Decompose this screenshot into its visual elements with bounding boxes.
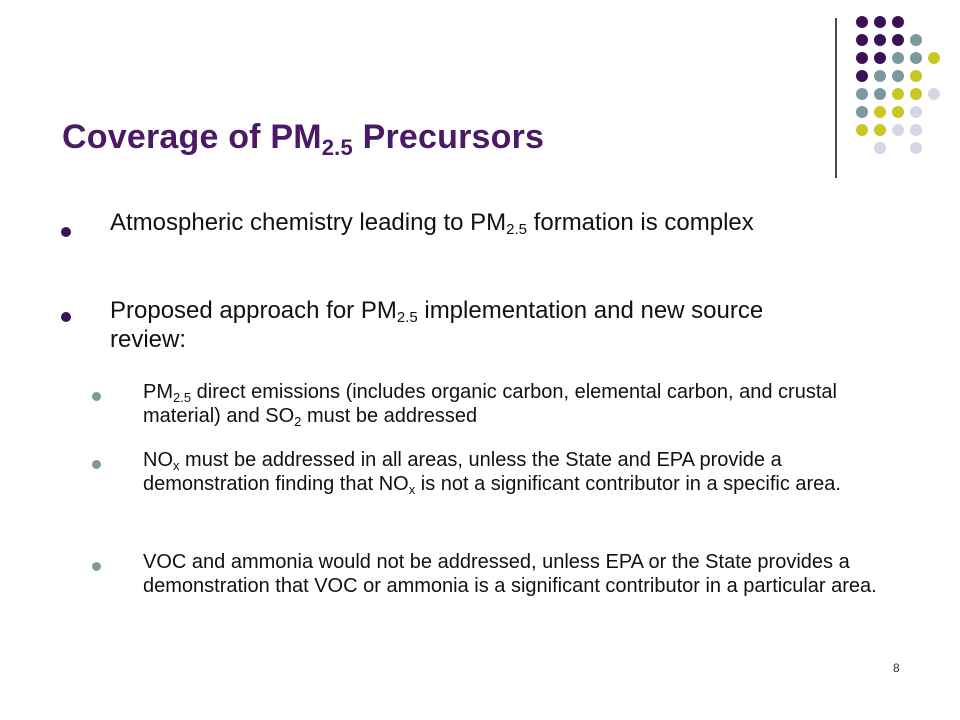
bullet-text-end: implementation and new source review: [110,297,764,353]
decorative-dot [910,142,922,154]
title-text: Coverage of PM [62,118,322,156]
sub-bullet-dot [92,562,101,571]
sub-bullet-subscript: x [173,458,180,473]
sub-bullet-voc-ammonia: VOC and ammonia would not be addressed, unless EPA or the State provides a demonstration that VOC or ammonia is a significant contributor in a particular area. [143,551,877,597]
slide-title [62,118,545,160]
decorative-dot [892,70,904,82]
decorative-dot [928,88,940,100]
decorative-dot [874,88,886,100]
sub-bullet-text: NO [143,449,173,471]
decorative-dot [892,124,904,136]
title-divider-line [835,18,837,178]
sub-bullet-text: direct emissions (includes organic carbon, elemental carbon, and crustal material) and SO [143,381,837,427]
bullet-dot [61,312,71,322]
sub-bullet-subscript: x [408,482,416,497]
bullet-dot [61,227,71,237]
bullet-atmospheric-chemistry [110,208,830,237]
sub-bullet-text: must be addressed in all areas, unless the State and EPA provide a demonstration finding that NO [143,449,782,495]
bullet-text-end: formation is complex [527,209,754,236]
decorative-dot [892,88,904,100]
decorative-dot [910,70,922,82]
decorative-dot [910,88,922,100]
title-text-end: Precursors [352,118,545,156]
decorative-dot [892,106,904,118]
decorative-dot [856,52,868,64]
decorative-dot [856,34,868,46]
sub-bullet-dot [92,460,101,469]
bullet-subscript: 2.5 [396,309,418,326]
decorative-dot [874,16,886,28]
decorative-dot [874,142,886,154]
decorative-dot [856,106,868,118]
bullet-proposed-approach [110,296,830,354]
decorative-dot [910,124,922,136]
decorative-dot [856,70,868,82]
sub-bullet-text: PM [143,381,173,403]
sub-bullet-dot [92,392,101,401]
decorative-dot [892,16,904,28]
bullet-text: Atmospheric chemistry leading to PM [110,209,507,236]
page-number: 8 [893,661,900,675]
decorative-dot [892,34,904,46]
sub-bullet-direct-emissions [143,380,883,428]
decorative-dot [856,88,868,100]
sub-bullet-subscript: 2.5 [173,390,192,405]
decorative-dot [874,70,886,82]
sub-bullet-text: must be addressed [301,405,478,427]
bullet-text: Proposed approach for PM [110,297,397,324]
decorative-dot [910,52,922,64]
decorative-dot [856,16,868,28]
decorative-dot [874,124,886,136]
decorative-dot [874,106,886,118]
decorative-dot [892,52,904,64]
decorative-dot [910,34,922,46]
sub-bullet-subscript: 2 [294,414,302,429]
sub-bullet-nox [143,448,883,496]
decorative-dot [910,106,922,118]
bullet-subscript: 2.5 [506,221,528,238]
decorative-dot [856,124,868,136]
sub-bullet-text: is not a significant contributor in a specific area. [415,473,841,495]
title-subscript: 2.5 [321,135,353,160]
decorative-dot [928,52,940,64]
decorative-dot [874,52,886,64]
decorative-dot [874,34,886,46]
